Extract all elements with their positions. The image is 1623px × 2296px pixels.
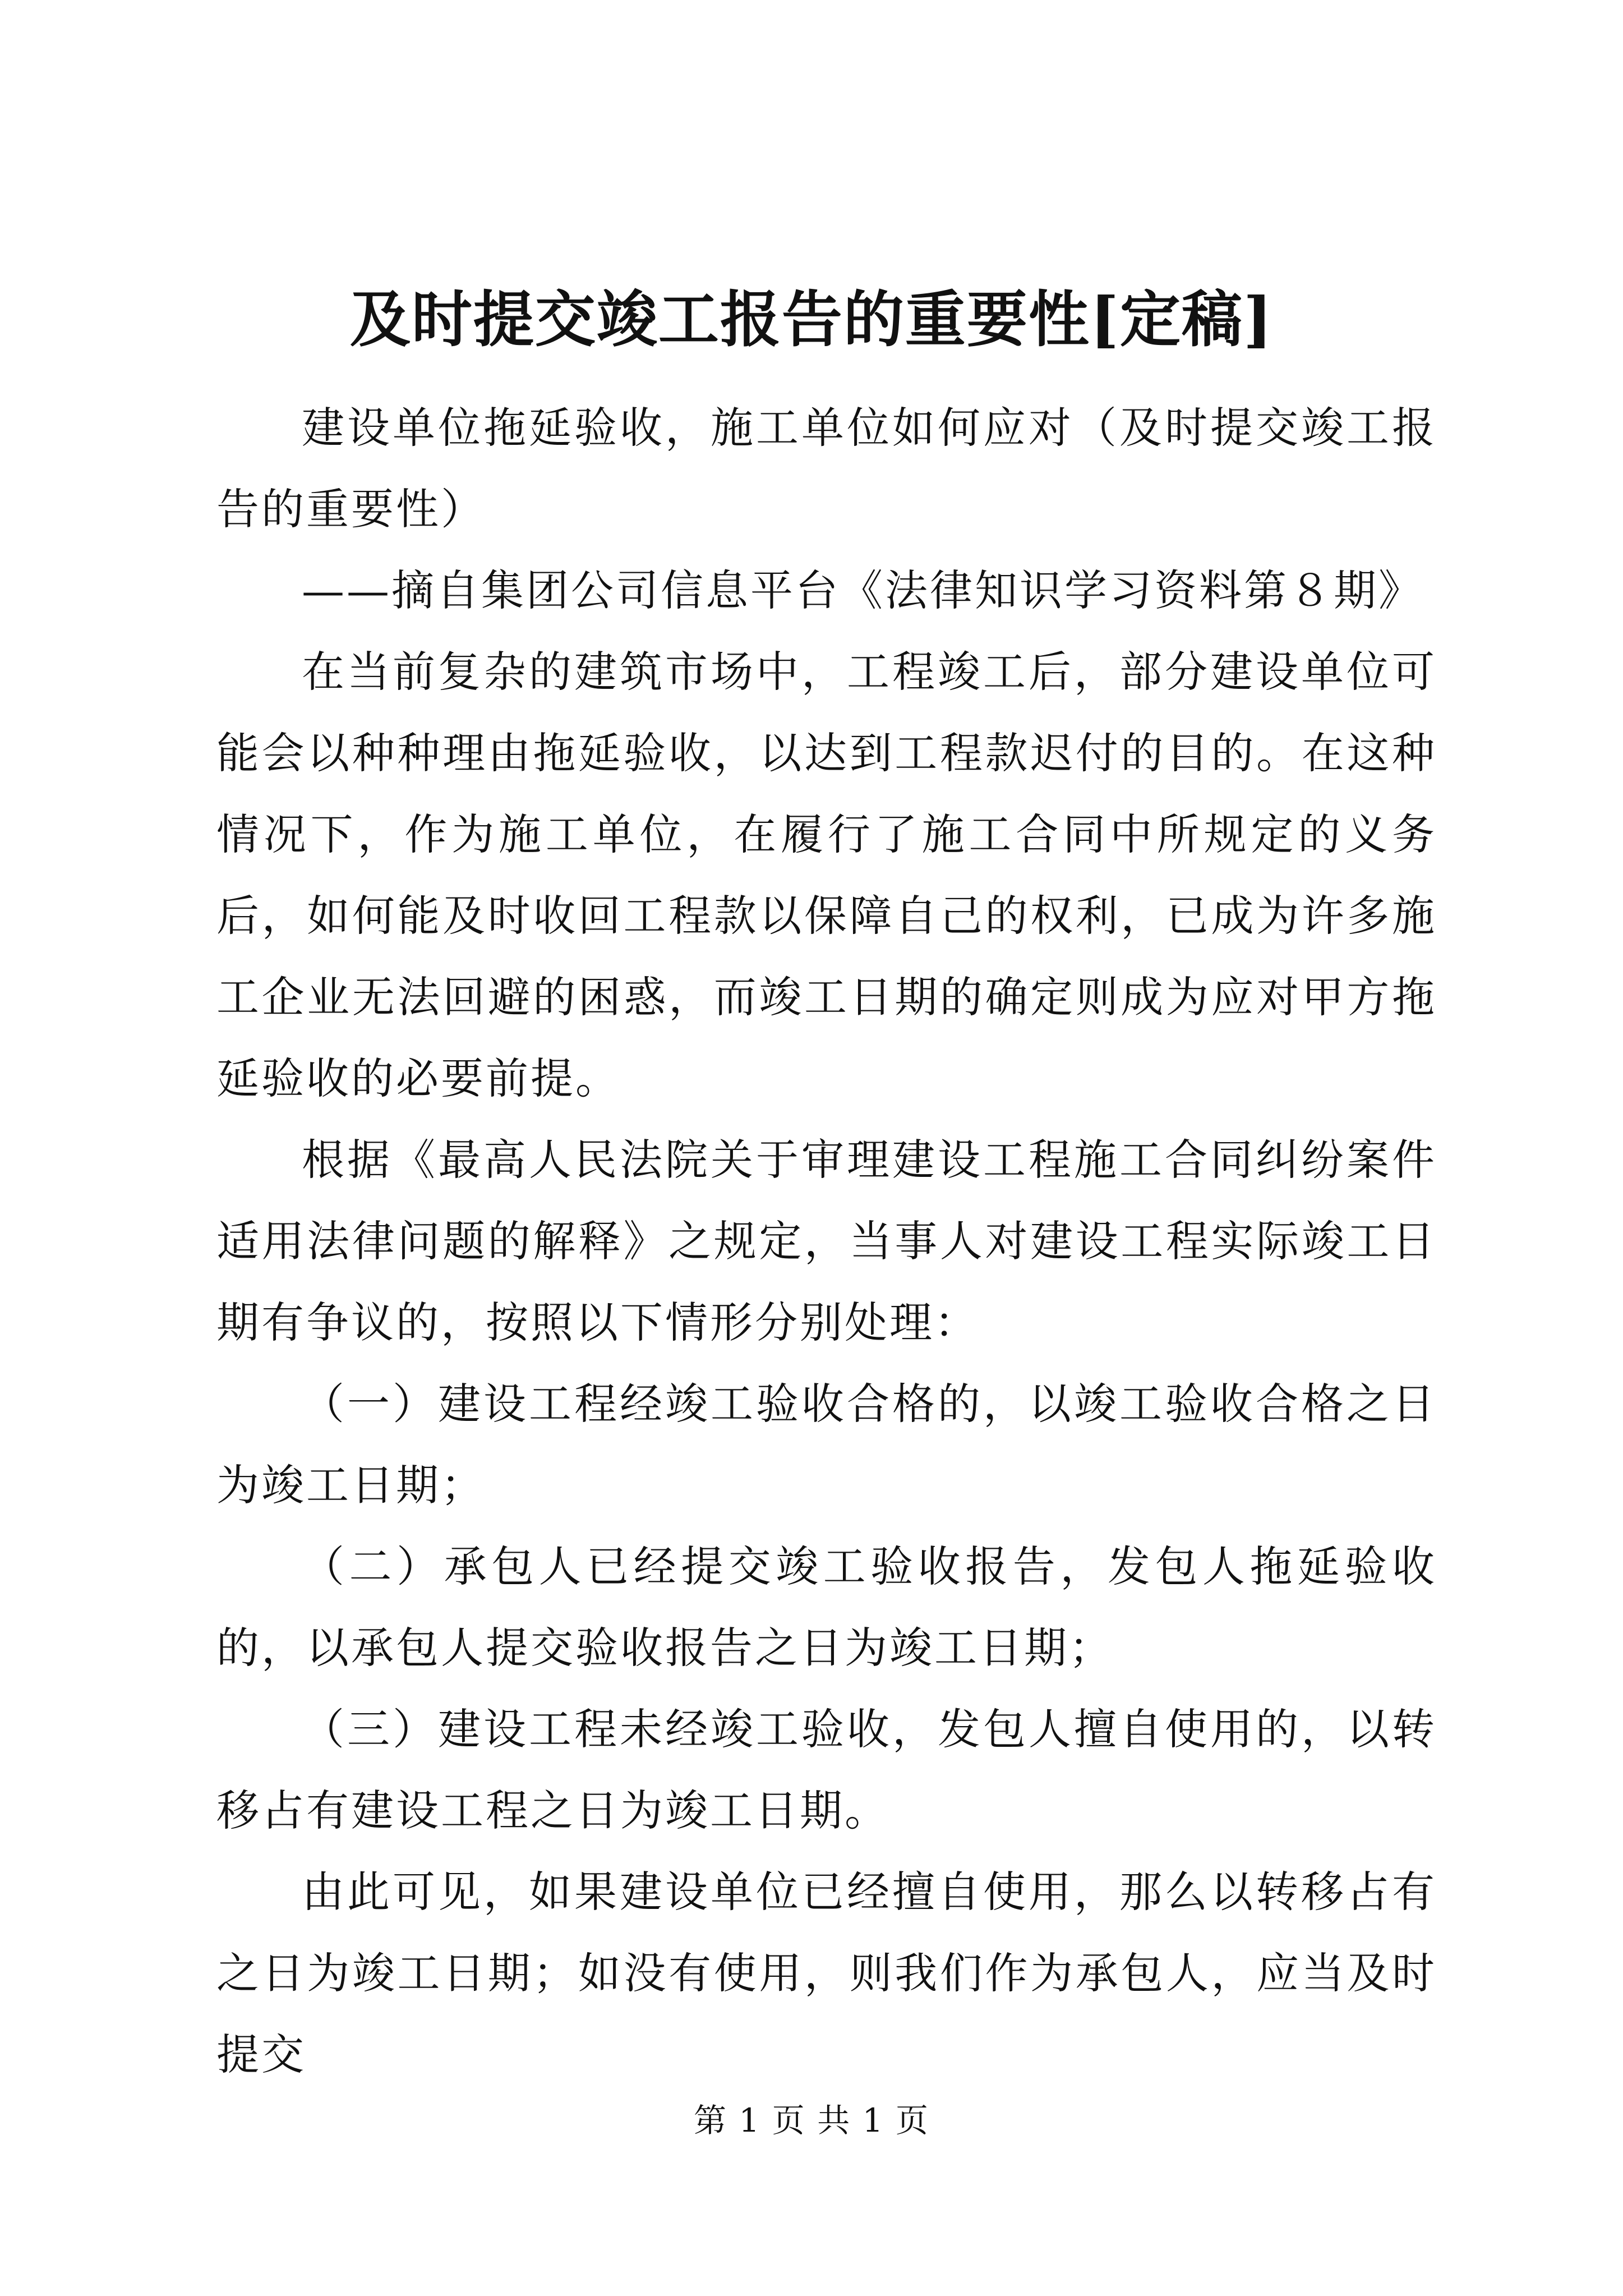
paragraph-subtitle: 建设单位拖延验收，施工单位如何应对（及时提交竣工报告的重要性） bbox=[216, 403, 1437, 534]
document-body bbox=[216, 387, 1437, 2095]
page-number-footer: 第 1 页 共 1 页 bbox=[694, 2101, 929, 2139]
paragraph-case-three: （三）建设工程未经竣工验收，发包人擅自使用的，以转移占有建设工程之日为竣工日期。 bbox=[216, 1704, 1437, 1835]
paragraph-conclusion: 由此可见，如果建设单位已经擅自使用，那么以转移占有之日为竣工日期；如没有使用，则我们作为承包人，应当及时提交 bbox=[216, 1867, 1437, 2079]
paragraph-case-two: （二）承包人已经提交竣工验收报告，发包人拖延验收的，以承包人提交验收报告之日为竣工日期； bbox=[216, 1542, 1437, 1673]
paragraph-source: ——摘自集团公司信息平台《法律知识学习资料第８期》 bbox=[302, 565, 1423, 615]
paragraph-case-one: （一）建设工程经竣工验收合格的，以竣工验收合格之日为竣工日期； bbox=[216, 1379, 1437, 1510]
document-title: 及时提交竣工报告的重要性[定稿] bbox=[349, 284, 1274, 355]
paragraph-intro: 在当前复杂的建筑市场中，工程竣工后，部分建设单位可能会以种种理由拖延验收，以达到工程款迟付的目的。在这种情况下，作为施工单位，在履行了施工合同中所规定的义务后，如何能及时收回工程款以保障自己的权利，已成为许多施工企业无法回避的困惑，而竣工日期的确定则成为应对甲方拖延验收的必要前提。 bbox=[216, 647, 1437, 1103]
paragraph-legal-basis: 根据《最高人民法院关于审理建设工程施工合同纠纷案件适用法律问题的解释》之规定，当事人对建设工程实际竣工日期有争议的，按照以下情形分别处理： bbox=[216, 1135, 1437, 1347]
